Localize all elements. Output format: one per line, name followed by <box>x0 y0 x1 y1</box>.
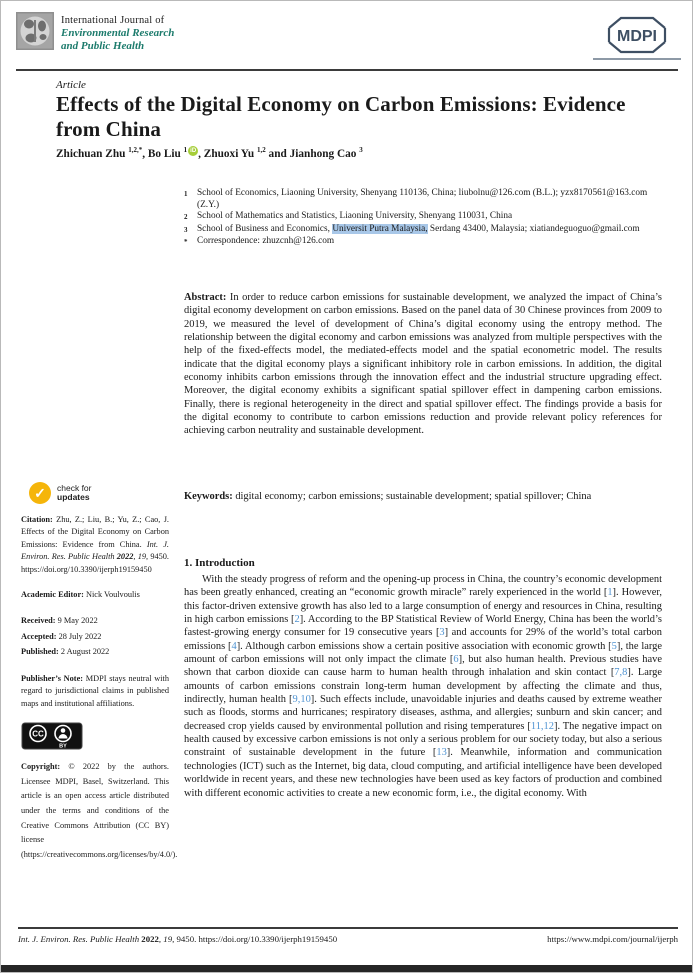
affiliation-item <box>184 188 666 211</box>
header-divider <box>16 69 678 71</box>
journal-name-line2: Environmental Research <box>61 27 175 39</box>
citation-note: Citation: Zhu, Z.; Liu, B.; Yu, Z.; Cao, J. Effects of the Digital Economy on Carbon Emissions: Evidence from China. Int. J. Environ. Res. Public Health 2022, 19, 9450. https://doi.org/10.3390/ijerph19159450 <box>21 515 170 574</box>
journal-name-line3: and Public Health <box>61 40 145 52</box>
abstract: Abstract: In order to reduce carbon emissions for sustainable development, we analyzed the impact of China’s digital economy development on carbon emissions. Based on the panel data of 30 Chinese provinces from 2009 to 2019, we measured the level of development of China’s digital economy using the entropy method. The relationship between the digital economy and carbon emissions was analyzed from multiple perspectives with the help of the fixed-effects model, the mediated-effects model and the spatial econometric model. The results indicate that the digital economy plays a significant inhibitory role in carbon emissions. In addition, the digital economy inhibits carbon emissions through the innovation effect and the industrial structure upgrading effect. Moreover, the digital economy exhibits a significant spatial spillover effect in dampening carbon emissions. Finally, there is regional heterogeneity in the direct and spatial spillover effect. The findings provide a basis for the digital economy to contribute to carbon emissions reduction and provide relevant policy references for achieving carbon neutrality and sustainable development. <box>184 292 662 437</box>
received-date: Received: 9 May 2022 <box>21 616 98 626</box>
copyright-note: Copyright: © 2022 by the authors. Licensee MDPI, Basel, Switzerland. This article is an open access article distributed under the terms and conditions of the Creative Commons Attribution (CC BY) license (https://creativecommons.org/licenses/by/4.0/). <box>21 762 178 859</box>
affiliation-text: School of Economics, Liaoning University, Shenyang 110136, China; liubolnu@126.com (B.L.); yzx8170561@163.com (Z.Y.) <box>197 188 648 210</box>
check-for-updates-badge[interactable] <box>29 482 169 504</box>
footer <box>18 934 678 944</box>
affiliation-item <box>184 211 666 224</box>
citation-ref[interactable]: 2 <box>294 614 300 626</box>
journal-name <box>61 14 174 53</box>
mdpi-logo-text: MDPI <box>617 28 657 45</box>
mdpi-logo <box>595 14 679 56</box>
by-icon: BY <box>59 743 67 750</box>
dates-block <box>21 613 169 660</box>
margin-column <box>21 482 178 862</box>
publishers-note: Publisher’s Note: MDPI stays neutral with regard to jurisdictional claims in published maps and institutional affiliations. <box>21 673 169 708</box>
keywords: Keywords: digital economy; carbon emissions; sustainable development; spatial spillover; China <box>184 491 592 502</box>
orcid-icon[interactable]: iD <box>190 148 197 154</box>
academic-editor-name: Nick Voulvoulis <box>85 590 140 600</box>
affiliation-text: School of Business and Economics, Universit Putra Malaysia, Serdang 43400, Malaysia; xiatiandeguoguo@gmail.com <box>197 223 640 234</box>
affiliation-text: School of Mathematics and Statistics, Liaoning University, Shenyang 110031, China <box>197 211 513 222</box>
correspondence-text: Correspondence: zhuzcnh@126.com <box>197 236 335 247</box>
cc-icon: CC <box>32 729 44 739</box>
citation-ref[interactable]: 4 <box>231 640 237 652</box>
citation-ref[interactable]: 9,10 <box>292 694 311 706</box>
check-for-updates-label <box>57 484 92 503</box>
section-heading-introduction: 1. Introduction <box>184 557 255 569</box>
citation-ref[interactable]: 6 <box>453 654 459 666</box>
footer-divider <box>18 927 678 929</box>
check-for-updates-line1: check for <box>57 482 92 493</box>
affiliation-item <box>184 224 666 237</box>
correspondence-asterisk: * <box>184 238 188 247</box>
author-list: Zhichuan Zhu $^{1,2,*}$, Bo Liu $^1$ iD , Zhuoxi Yu $^{1,2}$ and Jianhong Cao $^3$ <box>56 146 363 160</box>
paper-title: Effects of the Digital Economy on Carbon Emissions: Evidence from China <box>56 92 626 141</box>
citation-ref[interactable]: 11,12 <box>530 720 554 732</box>
footer-journal-url[interactable]: https://www.mdpi.com/journal/ijerph <box>547 934 678 944</box>
checkmark-icon: ✓ <box>29 482 51 504</box>
citation-ref[interactable]: 13 <box>436 747 447 759</box>
academic-editor-note <box>21 589 169 601</box>
introduction-paragraph: With the steady progress of reform and the opening-up process in China, the country’s economic development has been greatly enhanced, creating an “economic growth miracle” rarely experienced in the world [1]. However, this factor-driven extensive growth has also led to a large consumption of energy and resources in China, resulting in high carbon emissions [2]. According to the BP Statistical Review of World Energy, China has been the world’s fastest-growing energy consumer for 19 consecutive years [3] and accounts for 29% of the world’s total carbon emissions [4]. Although carbon emissions show a certain positive association with economic growth [5], the large amount of carbon emissions will not only impact the climate [6], but also human health. Previous studies have shown that carbon dioxide can cause harm to human health through inhalation and skin contact [7,8]. Large amounts of carbon emissions constrain long-term human development by affecting the climate and thus, indirectly, human health [9,10]. Such effects include, unavoidable injuries and deaths caused by extreme weather such as floods, storms and hurricanes; respiratory diseases, asthma, and allergies; sunburn and skin cancer; and decreased crop yields caused by environmental pollution and rising temperatures [11,12]. The negative impact on health caused by excessive carbon emissions is not only a serious problem for our society today, but also a serious constraint of sustainable development in the future [13]. Meanwhile, information and communication technologies (ICT) such as the Internet, big data, cloud computing, and artificial intelligence have been developed worldwide in recent years, and these new technologies have been used as key factors of production and combined with different economic activities to create a new economic form, i.e., the digital economy. With <box>184 574 663 799</box>
affiliation-number: 1 <box>184 190 188 198</box>
published-date: Published: 2 August 2022 <box>21 647 110 657</box>
check-for-updates-line2: updates <box>57 492 90 502</box>
citation-ref[interactable]: 7,8 <box>614 667 628 679</box>
correspondence-item <box>184 236 666 249</box>
journal-globe-logo <box>16 12 54 50</box>
affiliations-block <box>184 188 666 249</box>
citation-ref[interactable]: 5 <box>611 640 617 652</box>
article-type-label: Article <box>56 79 86 91</box>
citation-ref[interactable]: 1 <box>607 587 613 599</box>
window-bottom-edge <box>1 965 692 972</box>
footer-citation: Int. J. Environ. Res. Public Health 2022, 19, 9450. https://doi.org/10.3390/ijerph19159450 <box>18 934 338 944</box>
academic-editor-label: Academic Editor: <box>21 590 86 600</box>
affiliation-number: 3 <box>184 225 188 234</box>
cc-by-license-badge[interactable] <box>21 722 83 750</box>
citation-ref[interactable]: 3 <box>439 627 445 639</box>
affiliation-number: 2 <box>184 213 188 222</box>
accepted-date: Accepted: 28 July 2022 <box>21 631 102 641</box>
text-selection-highlight[interactable]: Universit Putra Malaysia, <box>332 223 428 234</box>
journal-name-line1: International Journal of <box>61 15 165 26</box>
mdpi-logo-underline <box>593 58 681 60</box>
